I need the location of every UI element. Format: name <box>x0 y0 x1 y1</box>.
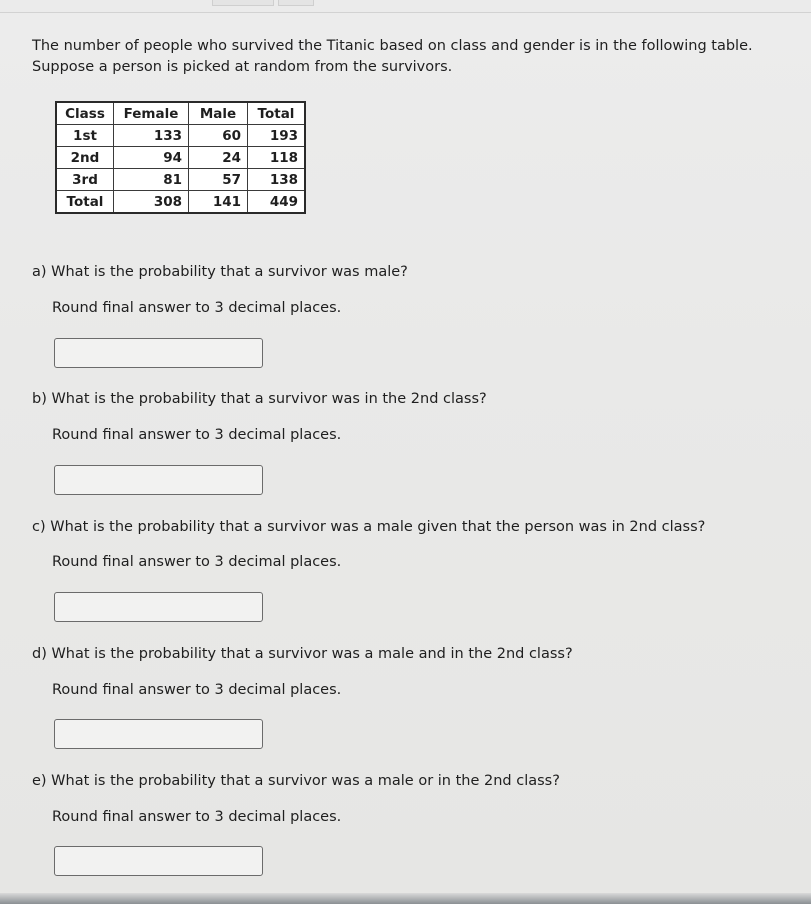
toolbar-tab-edge <box>212 0 274 6</box>
question-e-instruction: Round final answer to 3 decimal places. <box>52 809 342 825</box>
column-header-class: Class <box>56 102 114 125</box>
table-row-total <box>56 191 305 214</box>
table-row <box>56 125 305 147</box>
row-label: 1st <box>56 125 114 147</box>
row-label: 2nd <box>56 147 114 169</box>
table-row <box>56 169 305 191</box>
survivors-table <box>55 101 306 214</box>
table-cell: 133 <box>114 125 189 147</box>
question-c-instruction: Round final answer to 3 decimal places. <box>52 554 342 570</box>
answer-input-b[interactable] <box>54 465 263 495</box>
table-cell: 24 <box>189 147 248 169</box>
question-b-instruction: Round final answer to 3 decimal places. <box>52 427 342 443</box>
question-a-prompt: a) What is the probability that a survivor was male? <box>32 264 408 280</box>
table-cell: 81 <box>114 169 189 191</box>
answer-input-d[interactable] <box>54 719 263 749</box>
answer-input-e[interactable] <box>54 846 263 876</box>
table-cell: 94 <box>114 147 189 169</box>
bottom-edge-shadow <box>0 893 811 904</box>
question-e-prompt: e) What is the probability that a survivor was a male or in the 2nd class? <box>32 773 560 789</box>
row-label: Total <box>56 191 114 214</box>
table-cell: 60 <box>189 125 248 147</box>
table-cell: 141 <box>189 191 248 214</box>
question-a-instruction: Round final answer to 3 decimal places. <box>52 300 342 316</box>
table-cell: 138 <box>248 169 306 191</box>
table-cell: 449 <box>248 191 306 214</box>
question-d-instruction: Round final answer to 3 decimal places. <box>52 682 342 698</box>
table-row <box>56 147 305 169</box>
table-cell: 308 <box>114 191 189 214</box>
column-header-male: Male <box>189 102 248 125</box>
top-toolbar-strip <box>0 0 811 13</box>
answer-input-c[interactable] <box>54 592 263 622</box>
question-b-prompt: b) What is the probability that a survivor was in the 2nd class? <box>32 391 487 407</box>
toolbar-tab-edge <box>278 0 314 6</box>
column-header-total: Total <box>248 102 306 125</box>
table-cell: 118 <box>248 147 306 169</box>
table-header-row <box>56 102 305 125</box>
problem-intro: The number of people who survived the Titanic based on class and gender is in the following table. Suppose a person is picked at random from the survivors. <box>32 38 753 75</box>
table-cell: 57 <box>189 169 248 191</box>
question-c-prompt: c) What is the probability that a survivor was a male given that the person was in 2nd class? <box>32 519 706 535</box>
question-d-prompt: d) What is the probability that a survivor was a male and in the 2nd class? <box>32 646 573 662</box>
column-header-female: Female <box>114 102 189 125</box>
table-cell: 193 <box>248 125 306 147</box>
row-label: 3rd <box>56 169 114 191</box>
answer-input-a[interactable] <box>54 338 263 368</box>
